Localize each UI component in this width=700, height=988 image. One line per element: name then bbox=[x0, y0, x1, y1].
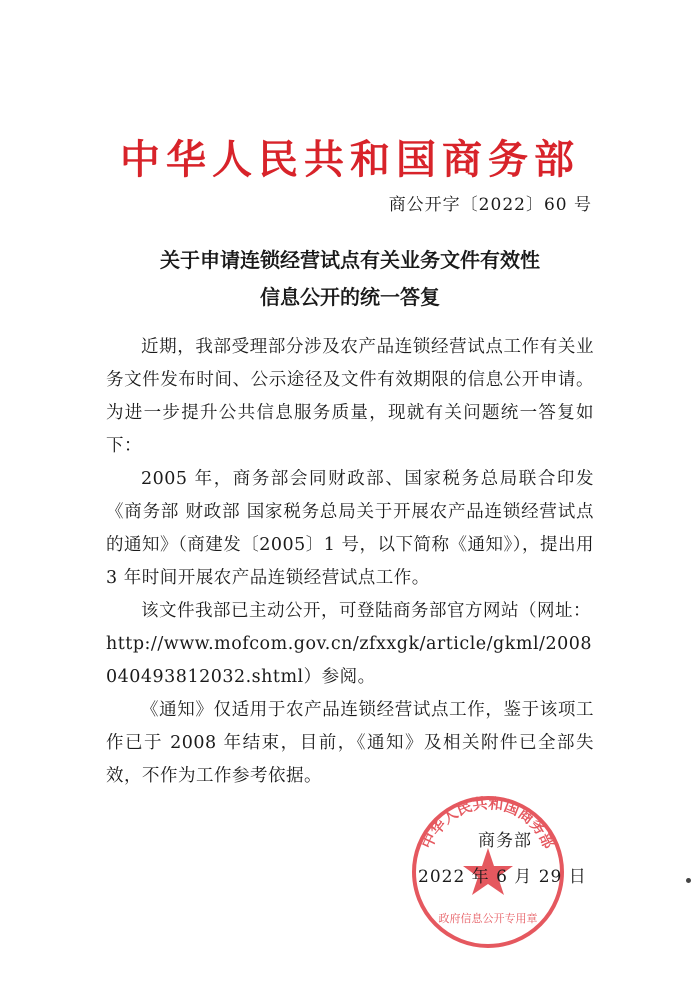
seal-arc-text: 中华人民共和国商务部 bbox=[417, 794, 559, 852]
margin-dot bbox=[686, 878, 691, 883]
paragraph-intro: 近期，我部受理部分涉及农产品连锁经营试点工作有关业务文件发布时间、公示途径及文件有效期限的信息公开申请。为进一步提升公共信息服务质量，现就有关问题统一答复如下： bbox=[106, 337, 594, 456]
issue-date: 2022 年 6 月 29 日 bbox=[418, 867, 587, 887]
document-number: 商公开字〔2022〕60 号 bbox=[388, 195, 592, 215]
paragraph-disclosure-url: http://www.mofcom.gov.cn/zfxxgk/article/gkml/2008040493812032.shtml）参阅。 bbox=[106, 634, 592, 687]
document-body bbox=[106, 331, 594, 793]
document-title bbox=[0, 242, 700, 316]
seal-bottom-text: 政府信息公开专用章 bbox=[438, 912, 538, 925]
title-line-2: 信息公开的统一答复 bbox=[260, 285, 440, 309]
signatory: 商务部 bbox=[478, 831, 532, 851]
paragraph-background: 2005 年，商务部会同财政部、国家税务总局联合印发《商务部 财政部 国家税务总局关于开展农产品连锁经营试点的通知》（商建发〔2005〕1 号，以下简称《通知》），提出用 3 年时间开展农产品连锁经营试点工作。 bbox=[106, 469, 594, 588]
title-line-1: 关于申请连锁经营试点有关业务文件有效性 bbox=[160, 248, 540, 272]
issuer-heading: 中华人民共和国商务部 bbox=[120, 136, 580, 183]
paragraph-disclosure: 该文件我部已主动公开，可登陆商务部官方网站（网址： bbox=[141, 601, 591, 621]
paragraph-conclusion: 《通知》仅适用于农产品连锁经营试点工作，鉴于该项工作已于 2008 年结束，目前，《通知》及相关附件已全部失效，不作为工作参考依据。 bbox=[106, 700, 594, 786]
